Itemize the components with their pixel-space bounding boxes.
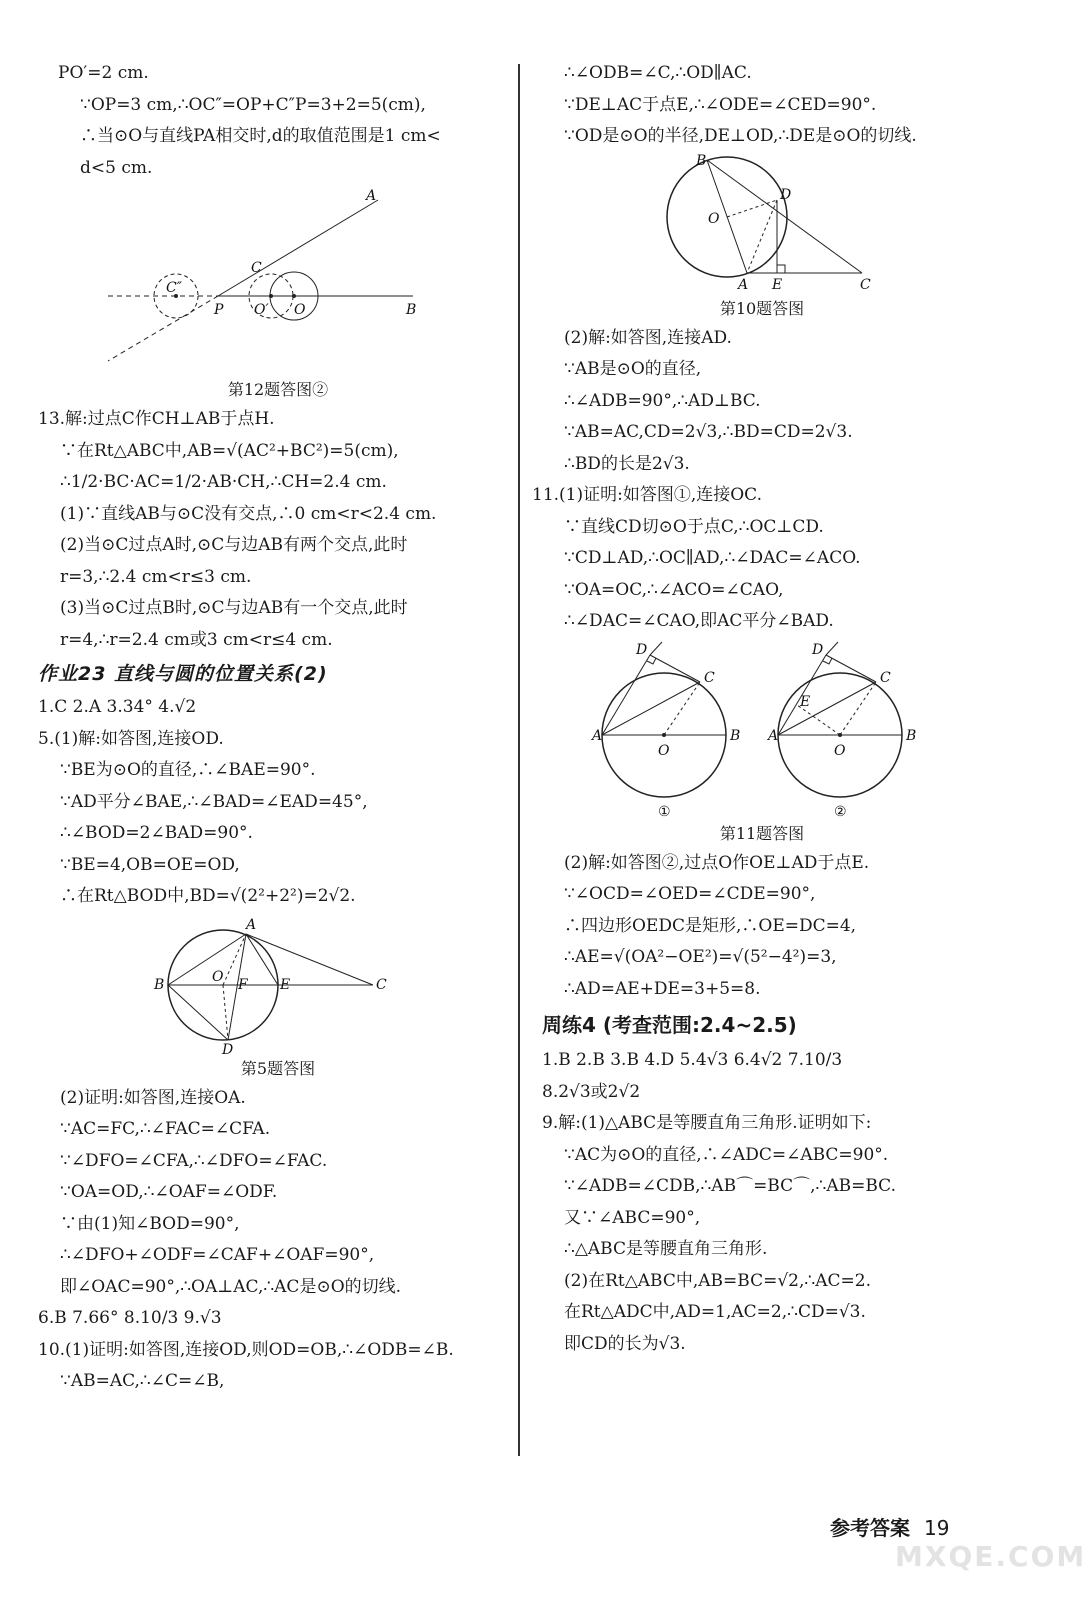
section-heading-weekly4: 周练4 (考查范围:2.4~2.5): [542, 1013, 797, 1037]
text-line: ∵由(1)知∠BOD=90°,: [60, 1213, 240, 1234]
figure-q11: [592, 640, 932, 820]
section-heading-hw23: 作业23 直线与圆的位置关系(2): [38, 663, 328, 685]
fig11b-label-c: C: [880, 669, 891, 686]
text-line: PO′=2 cm.: [58, 63, 149, 83]
text-line: 即CD的长为√3.: [564, 1333, 686, 1354]
fig11a-label-c: C: [704, 669, 715, 686]
text-line: ∴∠ADB=90°,∴AD⊥BC.: [564, 390, 761, 411]
text-line: 13.解:过点C作CH⊥AB于点H.: [38, 409, 275, 429]
text-line: ∵AB是⊙O的直径,: [564, 359, 702, 379]
text-line: (1)∵直线AB与⊙C没有交点,∴0 cm<r<2.4 cm.: [60, 503, 437, 524]
text-line: 又∵∠ABC=90°,: [564, 1207, 701, 1228]
figure-q10: [632, 152, 892, 295]
fig11b-label-b: B: [906, 727, 917, 744]
fig11b-label-d: D: [812, 641, 824, 658]
text-line: ∵AB=AC,CD=2√3,∴BD=CD=2√3.: [564, 422, 853, 442]
text-line: ∴当⊙O与直线PA相交时,d的取值范围是1 cm<: [80, 126, 441, 146]
fig12-label-o: O: [294, 302, 306, 318]
text-line: ∴△ABC是等腰直角三角形.: [564, 1239, 768, 1259]
fig12-label-p: P: [214, 302, 224, 318]
q13-solution: [38, 404, 498, 656]
text-line: ∵AD平分∠BAE,∴∠BAD=∠EAD=45°,: [60, 791, 368, 812]
text-line: (2)解:如答图②,过点O作OE⊥AD于点E.: [564, 852, 870, 873]
text-line: ∴AD=AE+DE=3+5=8.: [564, 978, 761, 999]
q12-continuation: [58, 58, 498, 184]
fig5-label-e: E: [280, 976, 291, 993]
text-line: 11.(1)证明:如答图①,连接OC.: [532, 485, 762, 505]
fig11-mark-2: ②: [834, 803, 847, 820]
text-line: ∵在Rt△ABC中,AB=√(AC²+BC²)=5(cm),: [60, 440, 399, 461]
text-line: (2)证明:如答图,连接OA.: [60, 1087, 246, 1108]
text-line: 即∠OAC=90°,∴OA⊥AC,∴AC是⊙O的切线.: [60, 1276, 402, 1297]
text-line: 在Rt△ADC中,AD=1,AC=2,∴CD=√3.: [564, 1302, 866, 1322]
q10-q11-answers: [532, 323, 982, 638]
right-column: [532, 58, 982, 1360]
fig5-label-o: O: [212, 968, 224, 985]
text-line: ∴∠DFO+∠ODF=∠CAF+∠OAF=90°,: [60, 1245, 375, 1265]
figure-caption: 第11题答图: [719, 823, 805, 843]
text-line: r=4,∴r=2.4 cm或3 cm<r≤4 cm.: [60, 629, 333, 650]
text-line: 8.2√3或2√2: [542, 1081, 641, 1102]
fig12-label-b: B: [406, 302, 417, 318]
fig11a-label-b: B: [730, 727, 741, 744]
text-line: 1.C 2.A 3.34° 4.√2: [38, 697, 197, 717]
figure-caption: 第12题答图②: [227, 380, 329, 399]
text-line: d<5 cm.: [80, 157, 153, 178]
text-line: ∵CD⊥AD,∴OC∥AD,∴∠DAC=∠ACO.: [564, 548, 861, 568]
figure-q12: [108, 186, 448, 376]
text-line: r=3,∴2.4 cm<r≤3 cm.: [60, 566, 252, 587]
fig10-label-d: D: [780, 186, 792, 203]
q10-continuation: [542, 58, 982, 153]
text-line: (2)解:如答图,连接AD.: [564, 327, 732, 348]
text-line: ∵DE⊥AC于点E,∴∠ODE=∠CED=90°.: [564, 94, 877, 115]
text-line: ∵BE为⊙O的直径,∴∠BAE=90°.: [60, 760, 316, 780]
text-line: ∵AC=FC,∴∠FAC=∠CFA.: [60, 1119, 271, 1139]
text-line: ∵OA=OD,∴∠OAF=∠ODF.: [60, 1182, 278, 1202]
text-line: 6.B 7.66° 8.10/3 9.√3: [38, 1308, 222, 1328]
text-line: ∴BD的长是2√3.: [564, 453, 690, 474]
fig10-label-o: O: [708, 210, 720, 227]
fig10-label-b: B: [696, 152, 707, 169]
text-line: ∵OD是⊙O的半径,DE⊥OD,∴DE是⊙O的切线.: [564, 126, 917, 146]
text-line: (2)当⊙C过点A时,⊙C与边AB有两个交点,此时: [60, 535, 408, 555]
fig11a-label-a: A: [592, 727, 603, 744]
figure-q5: [128, 915, 428, 1058]
text-line: ∵∠ADB=∠CDB,∴AB⌒=BC⌒,∴AB=BC.: [564, 1176, 896, 1196]
text-line: ∴∠BOD=2∠BAD=90°.: [60, 823, 253, 843]
text-line: (3)当⊙C过点B时,⊙C与边AB有一个交点,此时: [60, 598, 408, 618]
text-line: 5.(1)解:如答图,连接OD.: [38, 728, 224, 749]
text-line: ∴∠DAC=∠CAO,即AC平分∠BAD.: [564, 611, 834, 631]
fig5-label-d: D: [222, 1041, 234, 1058]
figure-caption: 第5题答图: [240, 1058, 316, 1078]
text-line: ∴1/2·BC·AC=1/2·AB·CH,∴CH=2.4 cm.: [60, 472, 387, 492]
text-line: ∵AC为⊙O的直径,∴∠ADC=∠ABC=90°.: [564, 1144, 889, 1165]
text-line: (2)在Rt△ABC中,AB=BC=√2,∴AC=2.: [564, 1270, 871, 1291]
q11-part2: [542, 848, 982, 1006]
text-line: 10.(1)证明:如答图,连接OD,则OD=OB,∴∠ODB=∠B.: [38, 1339, 454, 1360]
q5-q10-answers: [38, 1083, 498, 1398]
watermark: MXQE.COM: [895, 1540, 1086, 1573]
fig5-label-c: C: [376, 976, 387, 993]
page-number: 19: [924, 1516, 950, 1540]
page-footer: [830, 1512, 949, 1541]
fig12-label-o1: O′: [254, 302, 269, 318]
text-line: ∵∠OCD=∠OED=∠CDE=90°,: [564, 884, 816, 904]
left-column: [38, 58, 498, 1398]
fig11a-label-d: D: [636, 641, 648, 658]
weekly4-answers: [542, 1045, 982, 1360]
fig10-label-c: C: [860, 276, 871, 293]
text-line: 9.解:(1)△ABC是等腰直角三角形.证明如下:: [542, 1113, 872, 1133]
text-line: ∴∠ODB=∠C,∴OD∥AC.: [564, 63, 752, 83]
text-line: ∴在Rt△BOD中,BD=√(2²+2²)=2√2.: [60, 886, 356, 906]
fig5-label-b: B: [154, 976, 165, 993]
figure-caption: 第10题答图: [719, 298, 805, 318]
fig11a-label-o: O: [658, 742, 670, 759]
fig11-mark-1: ①: [658, 803, 671, 820]
footer-label: 参考答案: [830, 1516, 910, 1540]
fig12-label-c: C: [251, 260, 262, 276]
hw23-answers: [38, 692, 498, 913]
text-line: ∴AE=√(OA²−OE²)=√(5²−4²)=3,: [564, 947, 837, 967]
text-line: ∵直线CD切⊙O于点C,∴OC⊥CD.: [564, 516, 824, 537]
fig10-label-a: A: [738, 276, 749, 293]
text-line: ∵OP=3 cm,∴OC″=OP+C″P=3+2=5(cm),: [80, 94, 426, 115]
text-line: ∵AB=AC,∴∠C=∠B,: [60, 1371, 225, 1391]
text-line: 1.B 2.B 3.B 4.D 5.4√3 6.4√2 7.10/3: [542, 1050, 843, 1070]
fig11b-label-e: E: [800, 693, 811, 710]
text-line: ∵OA=OC,∴∠ACO=∠CAO,: [564, 579, 784, 600]
fig11b-label-o: O: [834, 742, 846, 759]
fig12-label-a: A: [366, 188, 377, 204]
text-line: ∵BE=4,OB=OE=OD,: [60, 854, 240, 875]
fig5-label-a: A: [246, 916, 257, 933]
text-line: ∵∠DFO=∠CFA,∴∠DFO=∠FAC.: [60, 1150, 328, 1171]
column-divider: [518, 64, 520, 1456]
fig12-label-c2: C″: [166, 280, 182, 296]
fig10-label-e: E: [772, 276, 783, 293]
text-line: ∴四边形OEDC是矩形,∴OE=DC=4,: [564, 915, 857, 936]
fig5-label-f: F: [238, 976, 248, 993]
fig11b-label-a: A: [768, 727, 779, 744]
